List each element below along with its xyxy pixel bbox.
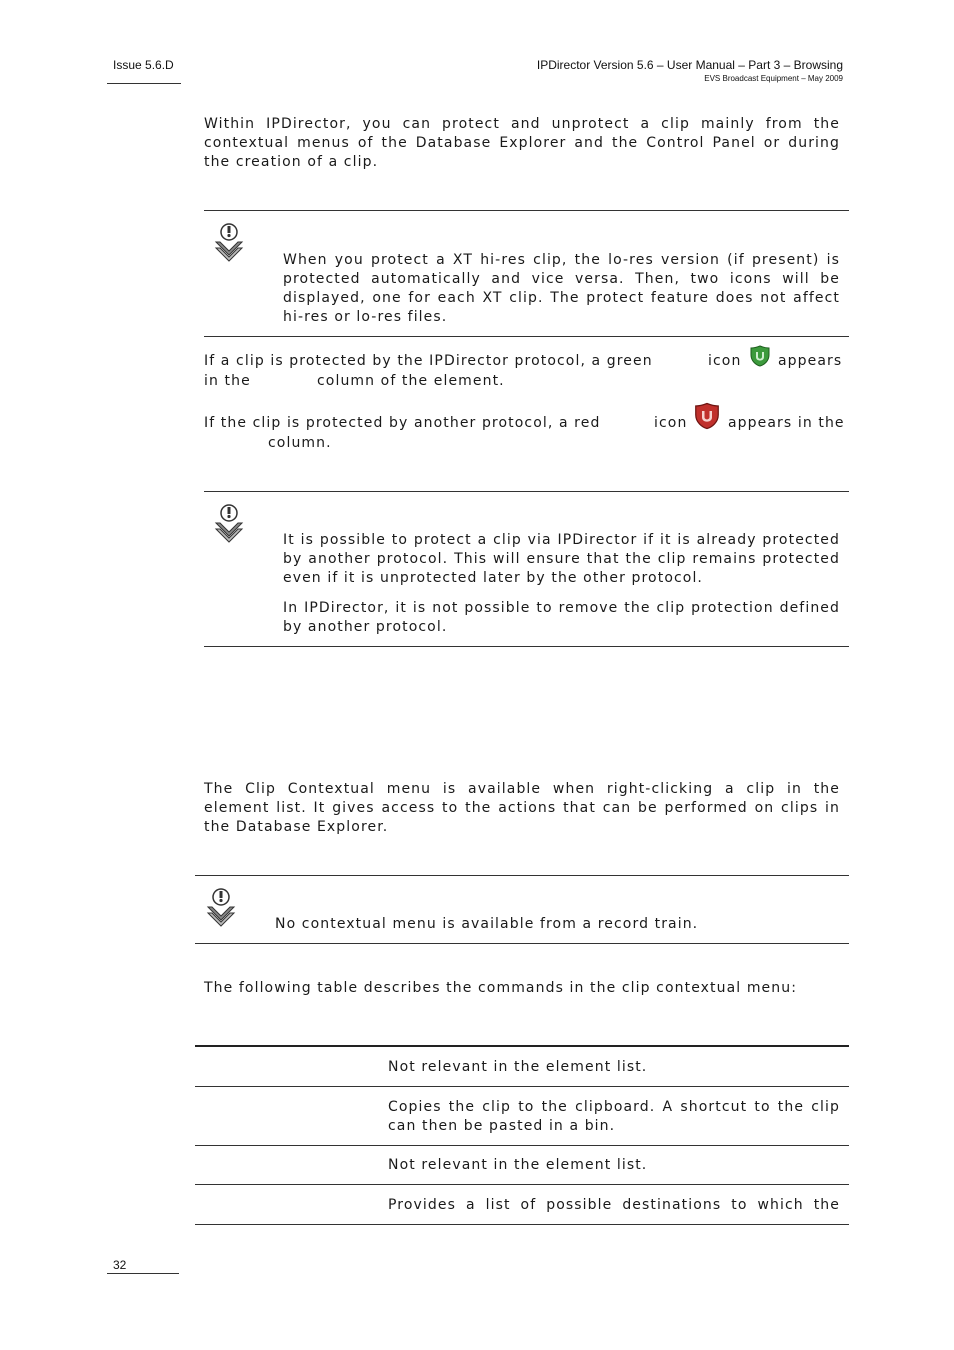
table-intro: The following table describes the commands in the clip contextual menu: bbox=[204, 980, 798, 996]
note2-bottom-rule bbox=[204, 646, 849, 647]
note2-top-rule bbox=[204, 491, 849, 492]
red-line1-part3: appears in the bbox=[728, 415, 845, 431]
header-rule-left bbox=[107, 83, 181, 84]
footer-rule bbox=[107, 1273, 179, 1274]
menu-intro-paragraph: The Clip Contextual menu is available when right-clicking a clip in the element list. It gives access to the actions that can be performed on clips in the Database Explorer. bbox=[204, 781, 840, 835]
note3-bottom-rule bbox=[195, 943, 849, 944]
table-row-divider bbox=[195, 1184, 849, 1185]
green-line1-part1: If a clip is protected by the IPDirector protocol, a green bbox=[204, 353, 653, 369]
green-shield-icon bbox=[748, 344, 772, 368]
manual-subtitle: EVS Broadcast Equipment – May 2009 bbox=[704, 74, 843, 83]
table-top-rule bbox=[195, 1045, 849, 1047]
note3-text: No contextual menu is available from a record train. bbox=[275, 916, 699, 932]
green-line1-part3: appears bbox=[778, 353, 843, 369]
note-icon bbox=[212, 222, 246, 264]
table-row-2-description: Copies the clip to the clipboard. A shortcut to the clip can then be pasted in a bin. bbox=[388, 1099, 840, 1134]
note2-paragraph1: It is possible to protect a clip via IPDirector if it is already protected by another protocol. This will ensure that the clip remains protected even if it is unprotected later by the other protocol. bbox=[283, 532, 840, 586]
intro-paragraph: Within IPDirector, you can protect and unprotect a clip mainly from the contextual menus of the Database Explorer and the Control Panel or during the creation of a clip. bbox=[204, 116, 840, 170]
manual-title: IPDirector Version 5.6 – User Manual – Part 3 – Browsing bbox=[536, 58, 843, 72]
issue-label: Issue 5.6.D bbox=[113, 58, 174, 72]
green-line1-part2: icon bbox=[708, 353, 742, 369]
page-number: 32 bbox=[113, 1258, 127, 1272]
table-row-divider bbox=[195, 1086, 849, 1087]
note1-top-rule bbox=[204, 210, 849, 211]
red-line1-part1: If the clip is protected by another protocol, a red bbox=[204, 415, 601, 431]
green-line2a: in the bbox=[204, 373, 251, 389]
table-row-1-description: Not relevant in the element list. bbox=[388, 1059, 648, 1075]
note-icon bbox=[212, 503, 246, 545]
table-row-divider bbox=[195, 1145, 849, 1146]
note3-top-rule bbox=[195, 875, 849, 876]
table-row-3-description: Not relevant in the element list. bbox=[388, 1157, 648, 1173]
note1-bottom-rule bbox=[204, 336, 849, 337]
green-line2b: column of the element. bbox=[317, 373, 505, 389]
note-icon bbox=[204, 887, 238, 929]
red-line1-part2: icon bbox=[654, 415, 688, 431]
note2-paragraph2: In IPDirector, it is not possible to remove the clip protection defined by another protocol. bbox=[283, 600, 840, 635]
table-row-4-description: Provides a list of possible destinations to which the bbox=[388, 1197, 840, 1213]
red-shield-icon bbox=[692, 401, 722, 431]
note1-text: When you protect a XT hi-res clip, the lo-res version (if present) is protected automatically and vice versa. Then, two icons will be displayed, one for each XT clip. The protect feature does not affect hi-res or lo-res files. bbox=[283, 252, 840, 325]
table-bottom-rule bbox=[195, 1224, 849, 1225]
red-line2: column. bbox=[268, 435, 332, 451]
